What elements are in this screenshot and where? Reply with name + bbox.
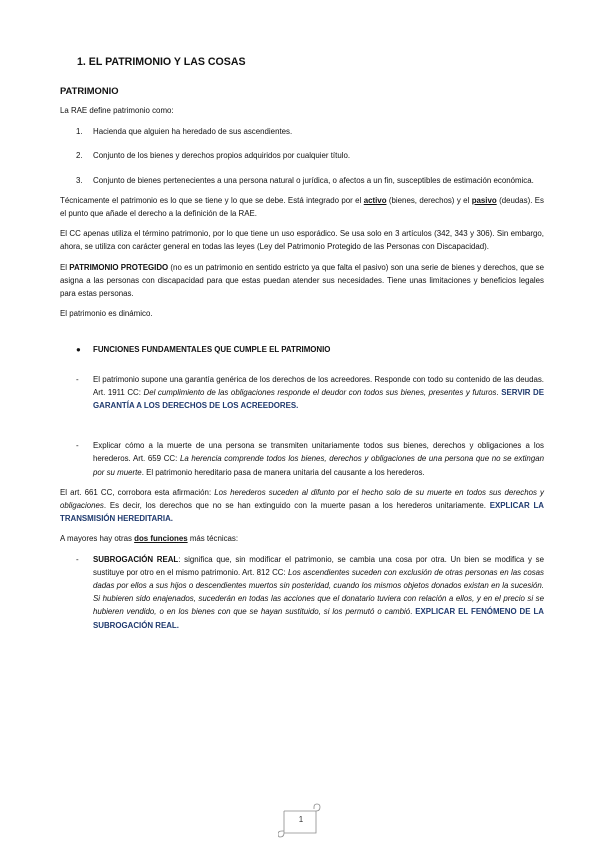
rae-definition-list (60, 125, 544, 187)
page-number-scroll (278, 803, 324, 839)
funciones-heading (60, 343, 544, 356)
text-run: . (410, 607, 416, 617)
term-activo: activo (363, 195, 387, 205)
term-dos-funciones: dos funciones (134, 534, 188, 544)
paragraph-mayores (60, 532, 544, 545)
text-run: (no es un patrimonio en sentido estricto ya que falta el pasivo) son una serie de bienes y derechos, que se asigna a las personas con discapacidad para que estas puedan atender sus necesidades. Tiene unas limitaciones y beneficios legales para estas personas. (60, 262, 544, 299)
paragraph-cc: El CC apenas utiliza el término patrimonio, por lo que tiene un uso esporádico. Se usa solo en 3 artículos (342, 343 y 306). Sin embargo, ahora, se utiliza con carácter general en todas las leyes (Ley del Patrimonio Protegido de las Personas con Discapacidad). (60, 229, 544, 252)
list-item-text: Conjunto de bienes pertenecientes a una persona natural o jurídica, o afectos a un fin, susceptibles de estimación económica. (93, 175, 534, 185)
text-run: El (60, 262, 70, 272)
quote-art-812: Los ascendientes suceden con exclusión de otras personas en las cosas dadas por ellos a sus hijos o descendientes muertos sin posteridad, cuando los mismos objetos donados existan en la sucesión. Si hubieren sido enajenados, sucederán en todas las acciones que el donatario tuviera con relación a ellos, y en el precio si se hubieren vendido, o en los bienes con que se hayan sustituido, si los permutó o cambió (93, 567, 544, 617)
list-number: 2. (76, 151, 83, 161)
text-run: . Es decir, los derechos que no se han extinguido con la muerte pasan a los herederos unitariamente. (103, 501, 490, 511)
dash-marker: - (76, 374, 79, 384)
paragraph-patrimonio-protegido (60, 261, 544, 301)
list-item-text: Conjunto de los bienes y derechos propios adquiridos por cualquier título. (93, 151, 351, 161)
page-content (60, 55, 544, 632)
section-title: PATRIMONIO (60, 85, 119, 96)
text-run: : significa que, sin modificar el patrimonio, se cambia una cosa por otra. Un bien se modifica y se sustituye por otro en el mismo patrimonio. Art. 812 CC: (93, 554, 544, 577)
funcion-garantia (60, 373, 544, 413)
emphasis-transmision: EXPLICAR LA TRANSMISIÓN HEREDITARIA. (60, 501, 544, 524)
list-number: 3. (76, 175, 83, 185)
quote-art-1911: Del cumplimiento de las obligaciones responde el deudor con todos sus bienes, presentes y futuros (143, 387, 497, 397)
funcion-herencia (60, 439, 544, 479)
chapter-title: 1. EL PATRIMONIO Y LAS COSAS (77, 56, 246, 68)
intro-text: La RAE define patrimonio como: (60, 106, 174, 115)
paragraph-dinamico: El patrimonio es dinámico. (60, 309, 153, 319)
list-item-text: Hacienda que alguien ha heredado de sus ascendientes. (93, 127, 293, 137)
list-item (60, 125, 544, 138)
text-run: (bienes, derechos) y el (386, 195, 472, 205)
term-patrimonio-protegido: PATRIMONIO PROTEGIDO (69, 262, 169, 272)
text-run: . (496, 387, 502, 397)
text-run: (deudas). Es el punto que añade el derecho a la definición de la RAE. (60, 195, 544, 219)
list-item (60, 174, 544, 187)
paragraph-art-661 (60, 486, 544, 526)
paragraph-tecnicamente (60, 194, 544, 220)
term-subrogacion-real: SUBROGACIÓN REAL (93, 554, 179, 564)
text-run: más técnicas: (187, 534, 239, 544)
list-item (60, 149, 544, 162)
text-run: Explicar cómo a la muerte de una persona se transmiten unitariamente todos sus bienes, derechos y obligaciones a los herederos. Art. 659 CC: (93, 441, 544, 464)
text-run: El art. 661 CC, corrobora esta afirmación: (60, 487, 215, 497)
text-run: . El patrimonio hereditario pasa de manera unitaria del causante a los herederos. (141, 467, 425, 477)
quote-art-659: La herencia comprende todos los bienes, derechos y obligaciones de una persona que no se extingan por su muerte (93, 454, 544, 477)
dash-marker: - (76, 554, 79, 564)
text-run: Técnicamente el patrimonio es lo que se tiene y lo que se debe. Está integrado por el (60, 195, 364, 205)
quote-art-661: Los herederos suceden al difunto por el hecho solo de su muerte en todos sus derechos y obligaciones (60, 487, 544, 511)
bullet-icon: ● (76, 345, 81, 355)
funcion-subrogacion (60, 553, 544, 632)
term-pasivo: pasivo (471, 195, 497, 205)
text-run: A mayores hay otras (60, 534, 135, 544)
emphasis-garantia: SERVIR DE GARANTÍA A LOS DERECHOS DE LOS ACREEDORES. (93, 387, 545, 411)
dash-marker: - (76, 441, 79, 451)
list-number: 1. (76, 127, 83, 137)
funciones-heading-text: FUNCIONES FUNDAMENTALES QUE CUMPLE EL PATRIMONIO (93, 345, 331, 355)
text-run: El patrimonio supone una garantía genérica de los derechos de los acreedores. Responde con todo su contenido de las deudas. Art. 1911 CC: (93, 374, 544, 397)
page-number: 1 (298, 815, 304, 824)
emphasis-subrogacion: EXPLICAR EL FENÓMENO DE LA SUBROGACIÓN REAL. (93, 607, 544, 630)
